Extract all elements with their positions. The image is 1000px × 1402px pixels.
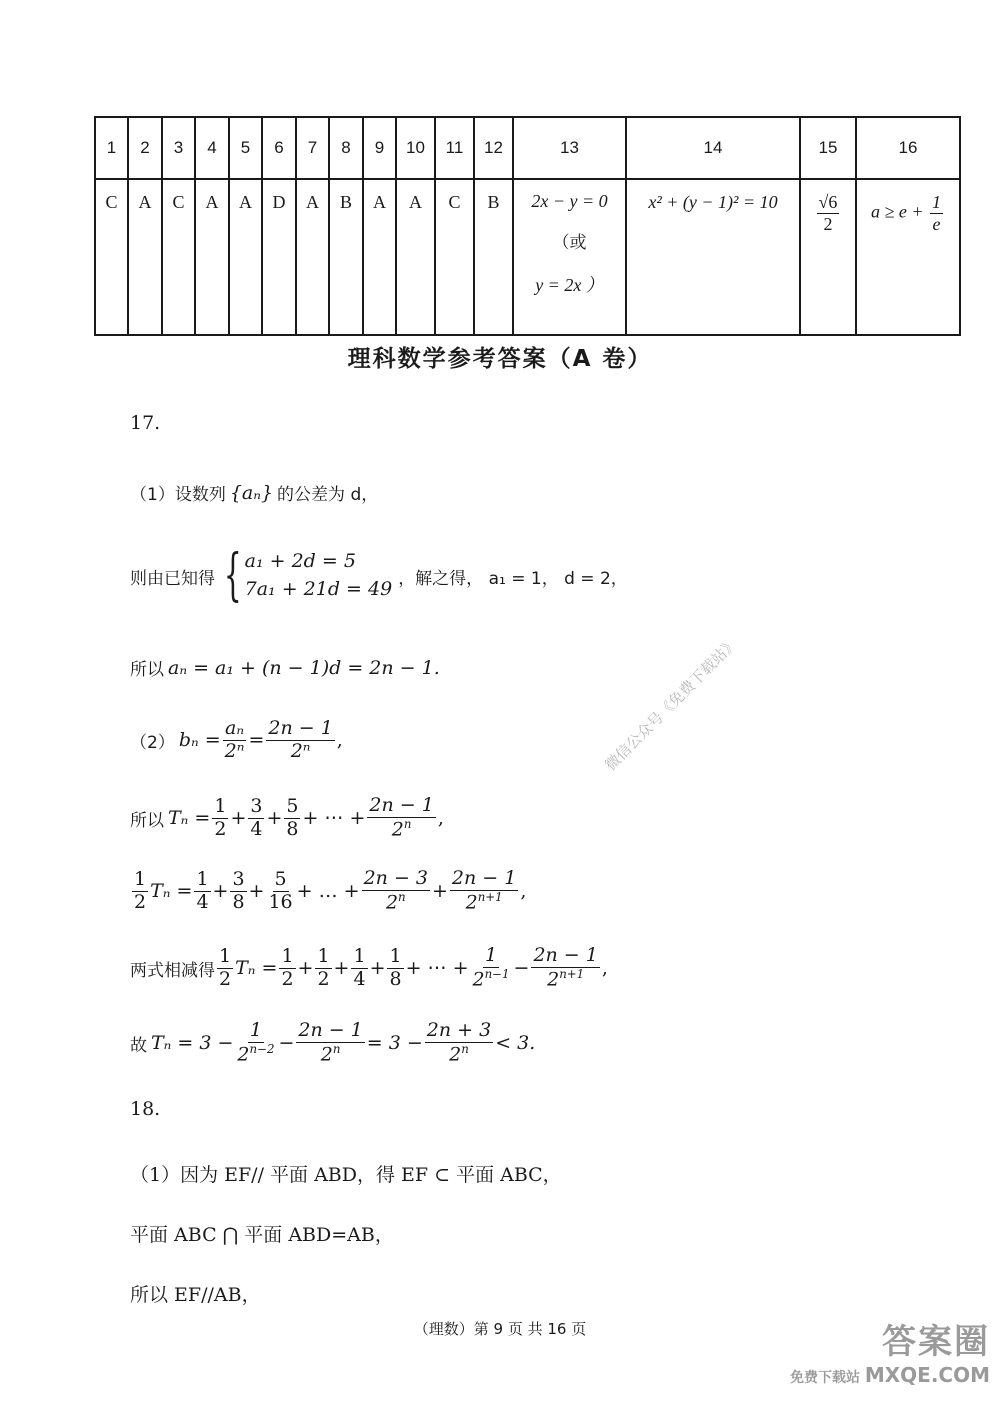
- logo-big-text: 答案圈: [882, 1322, 990, 1362]
- answer-cell-14: [626, 179, 800, 335]
- p17-an-line: [130, 655, 440, 680]
- answer-table: [94, 116, 961, 336]
- bn-fraction-2: [266, 718, 334, 763]
- q16-lhs: a ≥ e +: [870, 201, 924, 222]
- q15-numerator: √6: [818, 192, 838, 212]
- p17-final-b: = 3 −: [366, 1032, 423, 1054]
- p17-given-prefix: 则由已知得: [130, 568, 215, 589]
- answer-cell: A: [396, 179, 435, 335]
- header-cell: 2: [128, 117, 162, 179]
- header-cell: 5: [229, 117, 262, 179]
- header-cell: 8: [329, 117, 363, 179]
- problem-17-label: 17.: [130, 412, 161, 434]
- p17-system-line: [130, 543, 628, 608]
- answer-cell: D: [262, 179, 296, 335]
- header-cell: 12: [474, 117, 513, 179]
- p17-sequence: {aₙ}: [229, 481, 274, 504]
- header-cell: 9: [363, 117, 396, 179]
- answer-cell-15: [800, 179, 856, 335]
- header-cell: 1: [95, 117, 128, 179]
- table-answer-row: [95, 179, 960, 335]
- p18-line2: 平面 ABC ⋂ 平面 ABD=AB，: [130, 1224, 394, 1246]
- p17-bn-line: （2） bₙ = $\frac{\text{aₙ}}{\text{2ⁿ}}$ = $\frac{2n - 1}{\text{2ⁿ}}$ ,: [130, 717, 343, 762]
- answer-cell: C: [435, 179, 474, 335]
- answer-cell: A: [363, 179, 396, 335]
- p17-final-c: < 3.: [495, 1032, 536, 1054]
- fraction-denominator: 2ⁿ: [290, 739, 311, 762]
- bn-fraction-1: [223, 718, 247, 763]
- p17-tn-lhs-2: Tₙ =: [150, 880, 193, 902]
- p17-so-prefix: 所以: [130, 660, 164, 680]
- header-cell: 4: [195, 117, 229, 179]
- answer-cell: A: [229, 179, 262, 335]
- p17-an-formula: aₙ = a₁ + (n − 1)d = 2n − 1.: [168, 656, 440, 679]
- p17-conclude-prefix: 故: [130, 1035, 147, 1056]
- answer-cell: A: [296, 179, 329, 335]
- problem-18-label: 18.: [130, 1098, 161, 1120]
- header-cell: 11: [435, 117, 474, 179]
- fraction-denominator: 2ⁿ: [224, 739, 245, 762]
- q16-numerator: 1: [932, 192, 941, 212]
- q14-formula: x² + (y − 1)² = 10: [648, 192, 778, 212]
- answer-cell: A: [128, 179, 162, 335]
- header-cell: 7: [296, 117, 329, 179]
- p17-part1-line: [130, 480, 378, 505]
- page-footer: （理数）第 9 页 共 16 页: [413, 1320, 587, 1338]
- q13-line2: （或: [552, 233, 587, 253]
- header-cell: 10: [396, 117, 435, 179]
- p17-subtract-prefix: 两式相减得: [130, 960, 215, 981]
- header-cell: 13: [513, 117, 626, 179]
- logo-tag: 免费下载站: [790, 1370, 860, 1386]
- header-cell: 15: [800, 117, 856, 179]
- p17-tn-line: 所以 Tₙ = $\frac{1}{2}$ + $\frac{3}{4}$ + $\frac{5}{8}$ + ⋯ + $\frac{2n - 1}{2^n}$ ,: [130, 794, 444, 841]
- dots: + ⋯ +: [302, 807, 366, 829]
- answer-cell: B: [329, 179, 363, 335]
- p17-final-a: Tₙ = 3 −: [151, 1032, 234, 1054]
- p17-conclusion-line: 故 Tₙ = 3 − $\frac{1}{2^{n-2}}$ − $\frac{2n - 1}{2^n}$ = 3 − $\frac{2n + 3}{2^n}$ < 3.: [130, 1019, 536, 1066]
- p17-tn-lhs-3: Tₙ =: [235, 957, 278, 979]
- header-cell: 6: [262, 117, 296, 179]
- q15-fraction: [817, 192, 840, 234]
- system-eq1: a₁ + 2d = 5: [244, 550, 356, 573]
- answer-cell: B: [474, 179, 513, 335]
- p17-bn-lhs: bₙ =: [178, 729, 221, 752]
- p17-part2-label: （2）: [130, 732, 175, 753]
- q15-denominator: 2: [823, 213, 833, 234]
- answer-cell: C: [162, 179, 195, 335]
- answer-cell: C: [95, 179, 128, 335]
- answer-cell: A: [195, 179, 229, 335]
- p17-subtract-line: 两式相减得 $\frac{1}{2}$ Tₙ = $\frac{1}{2}$ + $\frac{1}{2}$ + $\frac{1}{4}$ + $\frac{1}{8}$ + ⋯ + $\frac{1}{2^{n-1}}$ − $\frac{2n - 1}{2^{n+1}}$ ,: [130, 944, 608, 991]
- answer-cell-13: [513, 179, 626, 335]
- site-logo: [790, 1314, 990, 1394]
- p17-part1-end: 的公差为 d，: [277, 485, 379, 505]
- table-header-row: [95, 117, 960, 179]
- q13-line1: 2x − y = 0: [531, 191, 608, 211]
- p17-tn-lhs: Tₙ =: [168, 807, 211, 829]
- watermark-text: 微信公众号《免费下载站》: [601, 634, 742, 775]
- header-cell: 16: [856, 117, 960, 179]
- page-title: 理科数学参考答案（A 卷）: [347, 346, 653, 372]
- q13-line3: y = 2x ）: [535, 275, 604, 295]
- system-eq2: 7a₁ + 21d = 49: [244, 578, 393, 600]
- fraction-numerator: aₙ: [225, 717, 245, 739]
- equation-system: [215, 543, 393, 608]
- p17-half-tn-line: $\frac{1}{2}$ Tₙ = $\frac{1}{4}$ + $\frac{3}{8}$ + $\frac{5}{16}$ + … + $\frac{2n - 3}{2^n}$ + $\frac{2n - 1}{2^{n+1}}$ ,: [134, 867, 527, 914]
- q16-denominator: e: [932, 213, 941, 234]
- p18-line3: 所以 EF//AB，: [130, 1284, 261, 1306]
- header-cell: 3: [162, 117, 195, 179]
- p17-solve-text: ，解之得， a₁ = 1， d = 2，: [398, 568, 628, 589]
- q16-fraction: [930, 192, 943, 234]
- p17-part1-text: （1）设数列: [130, 485, 226, 505]
- header-cell: 14: [626, 117, 800, 179]
- p17-tn-prefix: 所以: [130, 810, 164, 831]
- fraction-numerator: 2n − 1: [268, 717, 333, 739]
- brace-icon: {: [223, 543, 242, 608]
- answer-cell-16: [856, 179, 960, 335]
- p18-line1: （1）因为 EF// 平面 ABD，得 EF ⊂ 平面 ABC，: [130, 1164, 562, 1186]
- logo-url: MXQE.COM: [864, 1363, 990, 1387]
